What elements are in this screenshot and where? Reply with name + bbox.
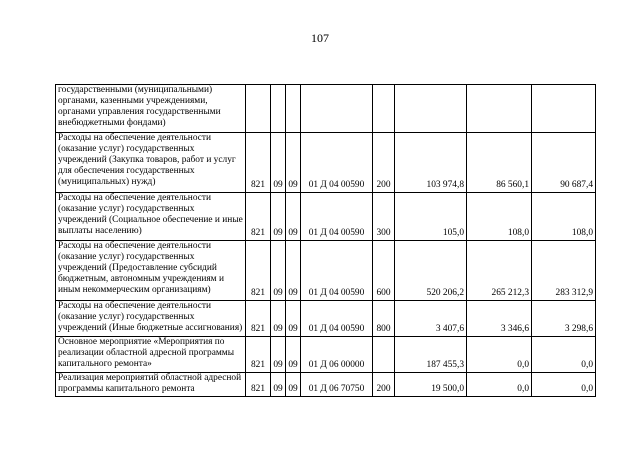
row-description: Основное мероприятие «Мероприятия по реализации областной адресной программы капитального ремонта» (56, 337, 246, 373)
cell-subsection (286, 85, 301, 133)
cell-section: 09 (271, 337, 286, 373)
row-description: Расходы на обеспечение деятельности (оказание услуг) государственных учреждений (Предоставление субсидий бюджетным, автономным учреждениям и иным некоммерческим организациям) (56, 241, 246, 301)
cell-amount-2 (467, 85, 532, 133)
cell-section: 09 (271, 241, 286, 301)
cell-expense-type: 200 (373, 133, 395, 193)
cell-target-article (301, 85, 373, 133)
table-row (56, 337, 596, 373)
table-row (56, 133, 596, 193)
cell-expense-type (373, 337, 395, 373)
cell-organization-code (246, 85, 271, 133)
cell-amount-1: 520 206,2 (395, 241, 467, 301)
cell-organization-code: 821 (246, 193, 271, 241)
cell-subsection: 09 (286, 193, 301, 241)
cell-amount-2: 0,0 (467, 337, 532, 373)
cell-amount-3: 3 298,6 (532, 301, 596, 337)
row-description: Расходы на обеспечение деятельности (оказание услуг) государственных учреждений (Иные бюджетные ассигнования) (56, 301, 246, 337)
table-row (56, 241, 596, 301)
table-row (56, 85, 596, 133)
cell-amount-2: 86 560,1 (467, 133, 532, 193)
cell-amount-3 (532, 85, 596, 133)
row-description: Расходы на обеспечение деятельности (оказание услуг) государственных учреждений (Социальное обеспечение и иные выплаты населению) (56, 193, 246, 241)
cell-target-article: 01 Д 04 00590 (301, 133, 373, 193)
cell-section: 09 (271, 301, 286, 337)
budget-table (55, 84, 596, 397)
cell-amount-1: 105,0 (395, 193, 467, 241)
cell-amount-2: 108,0 (467, 193, 532, 241)
table-row (56, 373, 596, 397)
cell-amount-1: 103 974,8 (395, 133, 467, 193)
row-description: Реализация мероприятий областной адресной программы капитального ремонта (56, 373, 246, 397)
cell-expense-type: 800 (373, 301, 395, 337)
cell-target-article: 01 Д 06 70750 (301, 373, 373, 397)
cell-target-article: 01 Д 04 00590 (301, 193, 373, 241)
row-description: государственными (муниципальными) органами, казенными учреждениями, органами управления государственными внебюджетными фондами) (56, 85, 246, 133)
cell-subsection: 09 (286, 337, 301, 373)
cell-expense-type: 600 (373, 241, 395, 301)
cell-subsection: 09 (286, 241, 301, 301)
cell-expense-type: 300 (373, 193, 395, 241)
page-number: 107 (311, 31, 329, 45)
cell-amount-3: 0,0 (532, 373, 596, 397)
row-description: Расходы на обеспечение деятельности (оказание услуг) государственных учреждений (Закупка товаров, работ и услуг для обеспечения государственных (муниципальных) нужд) (56, 133, 246, 193)
table-row (56, 301, 596, 337)
cell-amount-2: 3 346,6 (467, 301, 532, 337)
cell-subsection: 09 (286, 373, 301, 397)
cell-amount-2: 265 212,3 (467, 241, 532, 301)
cell-organization-code: 821 (246, 373, 271, 397)
cell-section: 09 (271, 193, 286, 241)
cell-amount-1: 187 455,3 (395, 337, 467, 373)
cell-section (271, 85, 286, 133)
table-row (56, 193, 596, 241)
cell-subsection: 09 (286, 301, 301, 337)
cell-target-article: 01 Д 04 00590 (301, 241, 373, 301)
cell-amount-3: 0,0 (532, 337, 596, 373)
cell-expense-type (373, 85, 395, 133)
cell-amount-3: 90 687,4 (532, 133, 596, 193)
cell-target-article: 01 Д 06 00000 (301, 337, 373, 373)
cell-amount-2: 0,0 (467, 373, 532, 397)
cell-expense-type: 200 (373, 373, 395, 397)
cell-organization-code: 821 (246, 133, 271, 193)
cell-amount-1: 3 407,6 (395, 301, 467, 337)
cell-amount-1: 19 500,0 (395, 373, 467, 397)
cell-section: 09 (271, 373, 286, 397)
cell-organization-code: 821 (246, 241, 271, 301)
cell-organization-code: 821 (246, 301, 271, 337)
cell-amount-3: 283 312,9 (532, 241, 596, 301)
cell-section: 09 (271, 133, 286, 193)
cell-organization-code: 821 (246, 337, 271, 373)
cell-amount-1 (395, 85, 467, 133)
cell-target-article: 01 Д 04 00590 (301, 301, 373, 337)
cell-subsection: 09 (286, 133, 301, 193)
cell-amount-3: 108,0 (532, 193, 596, 241)
